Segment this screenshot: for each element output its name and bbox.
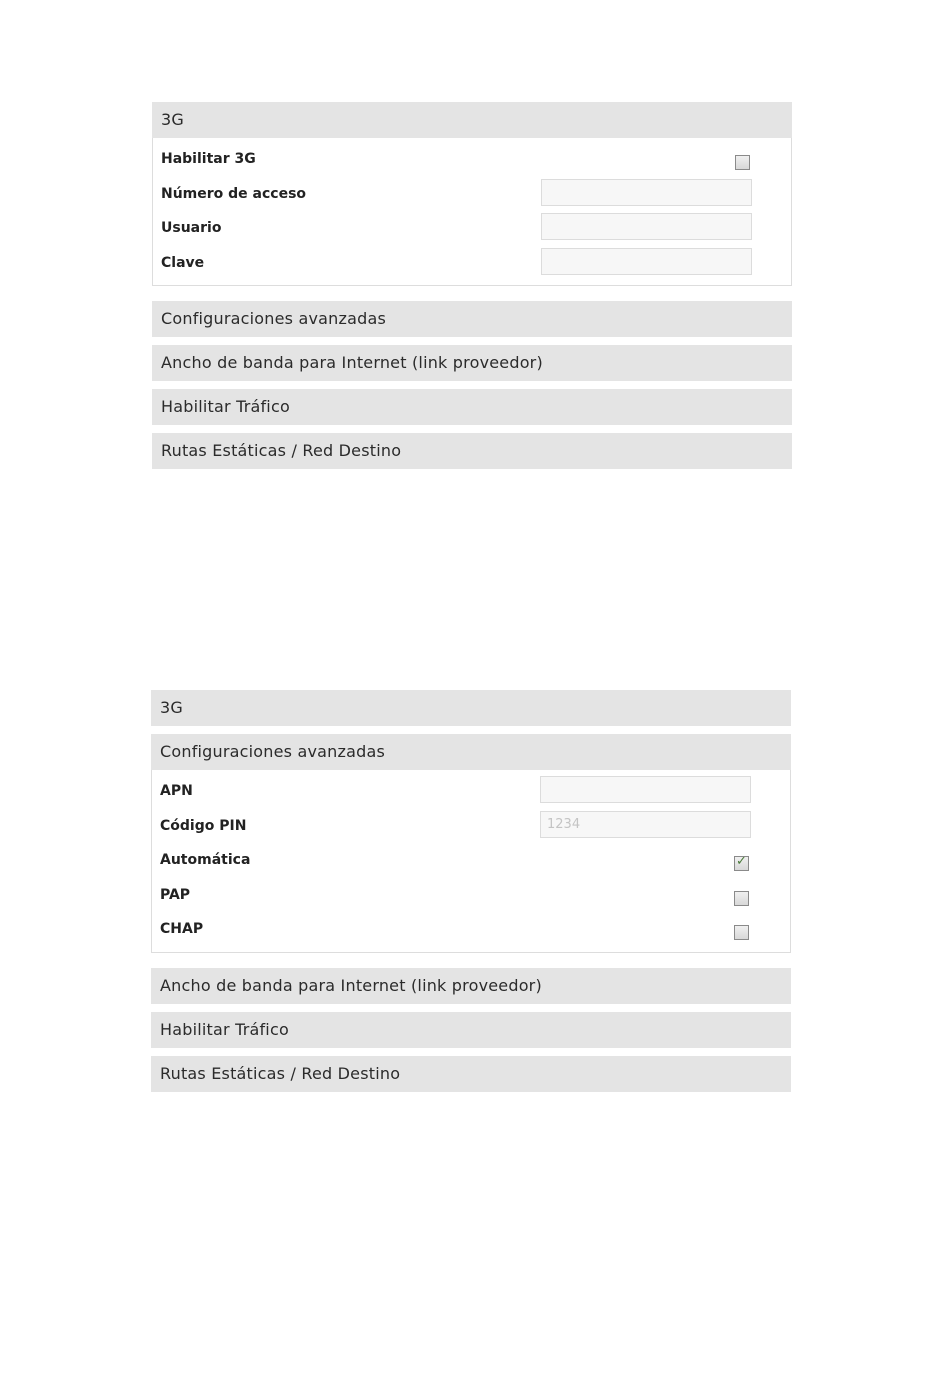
pap-label: PAP bbox=[160, 886, 191, 903]
usuario-label: Usuario bbox=[161, 220, 222, 236]
row-automatica bbox=[152, 843, 790, 878]
codigo-pin-input[interactable] bbox=[540, 811, 751, 838]
habilitar-3g-label: Habilitar 3G bbox=[161, 151, 256, 167]
bottom-settings-panel bbox=[151, 690, 791, 1092]
row-habilitar-3g bbox=[153, 142, 791, 177]
chap-checkbox[interactable] bbox=[734, 925, 749, 940]
row-codigo-pin bbox=[152, 809, 790, 844]
clave-label: Clave bbox=[161, 254, 205, 271]
numero-acceso-label: Número de acceso bbox=[161, 185, 307, 202]
accordion-header-rutas-estaticas[interactable]: Rutas Estáticas / Red Destino bbox=[152, 433, 792, 469]
pap-checkbox[interactable] bbox=[734, 891, 749, 906]
accordion-header-habilitar-trafico[interactable]: Habilitar Tráfico bbox=[151, 1012, 791, 1048]
codigo-pin-label: Código PIN bbox=[160, 817, 247, 834]
accordion-header-rutas-estaticas[interactable]: Rutas Estáticas / Red Destino bbox=[151, 1056, 791, 1092]
clave-input[interactable] bbox=[541, 248, 752, 275]
accordion-header-configuraciones-avanzadas[interactable]: Configuraciones avanzadas bbox=[151, 734, 791, 770]
habilitar-3g-checkbox[interactable] bbox=[735, 155, 750, 170]
apn-label: APN bbox=[160, 783, 193, 799]
row-apn bbox=[152, 774, 790, 809]
usuario-input[interactable] bbox=[541, 213, 752, 240]
accordion-header-3g[interactable]: 3G bbox=[151, 690, 791, 726]
checkmark-icon: ✓ bbox=[736, 854, 747, 869]
row-numero-acceso bbox=[153, 177, 791, 212]
accordion-body-configuraciones-avanzadas bbox=[151, 770, 791, 953]
accordion-header-3g[interactable]: 3G bbox=[152, 102, 792, 138]
row-usuario bbox=[153, 211, 791, 246]
top-settings-panel bbox=[152, 102, 792, 469]
numero-acceso-input[interactable] bbox=[541, 179, 752, 206]
row-clave bbox=[153, 246, 791, 281]
automatica-label: Automática bbox=[160, 852, 251, 868]
apn-input[interactable] bbox=[540, 776, 751, 803]
chap-label: CHAP bbox=[160, 921, 204, 937]
automatica-checkbox[interactable] bbox=[734, 856, 749, 871]
accordion-header-ancho-de-banda[interactable]: Ancho de banda para Internet (link proveedor) bbox=[152, 345, 792, 381]
accordion-header-ancho-de-banda[interactable]: Ancho de banda para Internet (link proveedor) bbox=[151, 968, 791, 1004]
accordion-body-3g bbox=[152, 138, 792, 286]
row-chap bbox=[152, 912, 790, 947]
accordion-header-configuraciones-avanzadas[interactable]: Configuraciones avanzadas bbox=[152, 301, 792, 337]
accordion-header-habilitar-trafico[interactable]: Habilitar Tráfico bbox=[152, 389, 792, 425]
row-pap bbox=[152, 878, 790, 913]
